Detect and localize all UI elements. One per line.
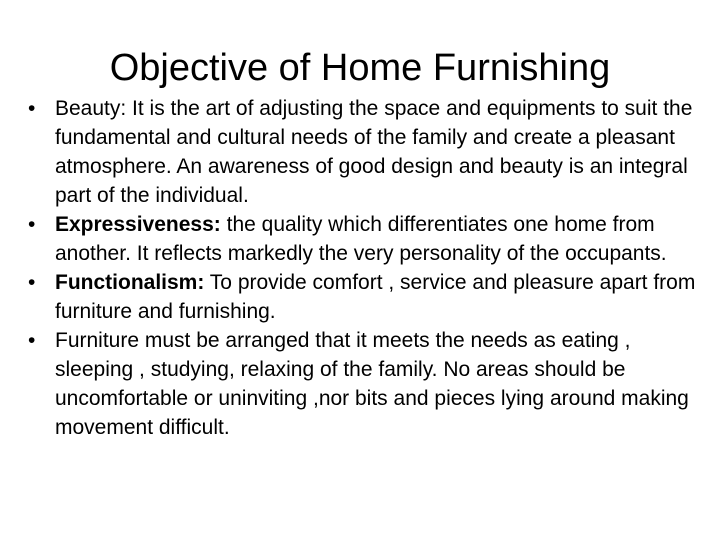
bullet-item-functionalism	[28, 268, 698, 326]
bullet-item-furniture	[28, 326, 698, 442]
bullet-list	[28, 94, 698, 442]
bullet-text: To provide comfort , service and pleasure apart from furniture and furnishing.	[55, 271, 696, 323]
bullet-dot-icon: •	[28, 329, 36, 352]
bullet-item-beauty	[28, 94, 698, 210]
bullet-item-expressiveness	[28, 210, 698, 268]
bullet-text: the quality which differentiates one home from another. It reflects markedly the very personality of the occupants.	[55, 213, 667, 265]
bullet-text: Furniture must be arranged that it meets the needs as eating , sleeping , studying, relaxing of the family. No areas should be uncomfortable or uninviting ,nor bits and pieces lying around making movement difficult.	[55, 329, 689, 439]
bullet-dot-icon: •	[28, 271, 36, 294]
bullet-dot-icon: •	[28, 213, 36, 236]
slide-title: Objective of Home Furnishing	[109, 47, 611, 89]
bullet-text: Beauty: It is the art of adjusting the space and equipments to suit the fundamental and cultural needs of the family and create a pleasant atmosphere. An awareness of good design and beauty is an integral part of the individual.	[55, 97, 693, 207]
bullet-term: Functionalism:	[55, 271, 205, 294]
bullet-dot-icon: •	[28, 97, 36, 120]
bullet-term: Expressiveness:	[55, 213, 221, 236]
